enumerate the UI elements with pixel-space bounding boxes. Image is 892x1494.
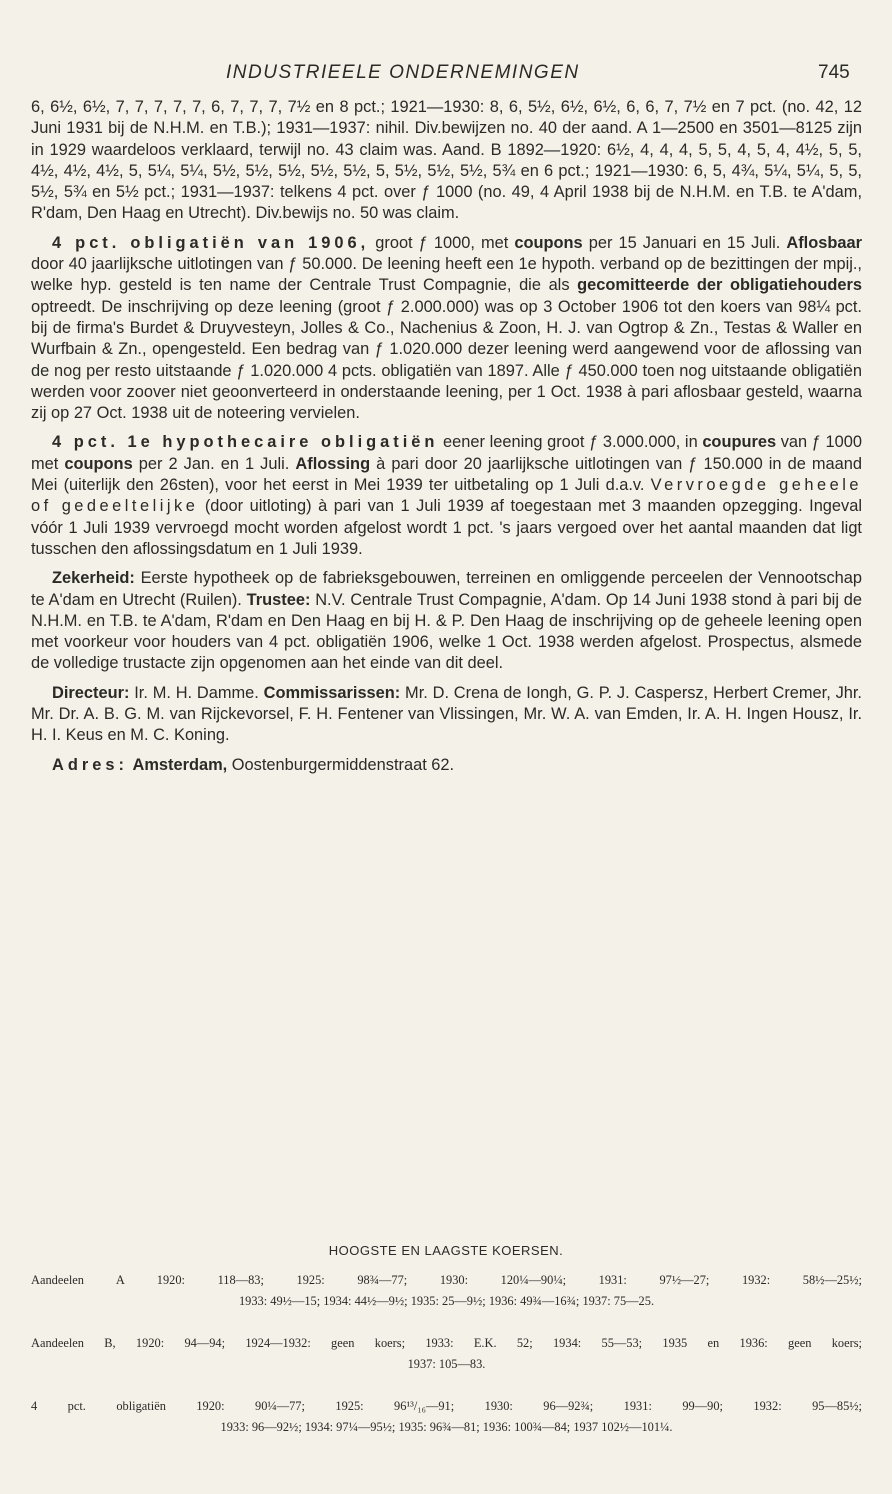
koersen-title: HOOGSTE EN LAAGSTE KOERSEN.	[328, 1243, 564, 1258]
running-title: INDUSTRIEELE ONDERNEMINGEN	[226, 62, 580, 83]
koersen-aandeelen-a: Aandeelen A 1920: 118—83; 1925: 98¾—77; 1930: 120¼—90¼; 1931: 97½—27; 1932: 58½—25½; 1933: 49½—15; 1934: 44½—9½; 1935: 25—9½; 1936: 49¾—16¾; 1937: 75—25.	[31, 1273, 862, 1308]
directie-paragraph: Directeur: Ir. M. H. Damme. Commissarissen: Mr. D. Crena de Iongh, G. P. J. Caspersz, Herbert Cremer, Jhr. Mr. Dr. A. B. G. M. van Rijckevorsel, F. H. Fentener van Vlissingen, Mr. W. A. van Emden, Ir. A. H. Ingen Housz, Ir. H. I. Keus en M. C. Koning.	[31, 683, 862, 745]
obligaties-1906-paragraph: 4 pct. obligatiën van 1906, groot ƒ 1000, met coupons per 15 Januari en 15 Juli. Aflosbaar door 40 jaarlijksche uitlotingen van ƒ 50.000. De leening heeft een 1e hypoth. verband op de bezittingen der mpij., welke hyp. gesteld is ten name der Centrale Trust Compagnie, die als gecomitteerde der obligatiehouders optreedt. De inschrijving op deze leening (groot ƒ 2.000.000) was op 3 October 1906 tot den koers van 98¼ pct. bij de firma's Burdet & Druyvesteyn, Jolles & Co., Nachenius & Zoon, H. J. van Ogtrop & Zn., Testas & Waller en Wurfbain & Zn., opengesteld. Een bedrag van ƒ 1.020.000 dezer leening werd aangewend voor de aflossing van de nog per resto uitstaande ƒ 1.020.000 4 pcts. obligatiën van 1897. Alle ƒ 450.000 toen nog uitstaande obligatiën werden voor zoover niet geoonverteerd in onderstaande leening, per 1 Oct. 1938 à pari aflosbaar gesteld, waarna zij op 27 Oct. 1938 uit de noteering vervielen.	[31, 233, 862, 423]
hypothecaire-obligaties-heading: 4 pct. 1e hypothecaire obligatiën	[52, 433, 439, 452]
hypothecaire-obligaties-paragraph: 4 pct. 1e hypothecaire obligatiën eener leening groot ƒ 3.000.000, in coupures van ƒ 1000 met coupons per 2 Jan. en 1 Juli. Aflossing à pari door 20 jaarlijksche uitlotingen van ƒ 150.000 in de maand Mei (uiterlijk den 26sten), voor het eerst in Mei 1939 ter uitbetaling op 1 Juli d.a.v. Vervroegde geheele of gedeeltelijke (door uitloting) à pari van 1 Juli 1939 af toegestaan met 3 maanden opzegging. Ingeval vóór 1 Juli 1939 vervroegd mocht worden afgelost wordt 1 pct. 's jaars vergoed over het aantal maanden dat ligt tusschen den aflossingsdatum en 1 Juli 1939.	[31, 433, 862, 558]
zekerheid-paragraph: Zekerheid: Eerste hypotheek op de fabrieksgebouwen, terreinen en omliggende perceelen der Vennootschap te A'dam en Utrecht (Ruilen). Trustee: N.V. Centrale Trust Compagnie, A'dam. Op 14 Juni 1938 stond à pari bij de N.H.M. en T.B. te A'dam, R'dam en Den Haag en bij H. & P. Den Haag de inschrijving op de geheele leening open met voorkeur voor houders van 4 pct. obligatiën 1906, welke 1 Oct. 1938 werden afgelost. Prospectus, alsmede de volledige trustacte zijn opgenomen aan het einde van dit deel.	[31, 569, 862, 673]
dividend-paragraph: 6, 6½, 6½, 7, 7, 7, 7, 7, 6, 7, 7, 7, 7½ en 8 pct.; 1921—1930: 8, 6, 5½, 6½, 6½, 6, 6, 7, 7½ en 7 pct. (no. 42, 12 Juni 1931 bij de N.H.M. en T.B.); 1931—1937: nihil. Div.bewijzen no. 40 der aand. A 1—2500 en 3501—8125 zijn in 1929 waardeloos verklaard, terwijl no. 43 claim was. Aand. B 1892—1920: 6½, 4, 4, 4, 5, 5, 4, 5, 4, 4½, 5, 5, 4½, 4½, 4½, 5, 5¼, 5¼, 5½, 5½, 5½, 5½, 5½, 5, 5½, 5½, 5½, 5¾ en 6 pct.; 1921—1930: 6, 5, 4¾, 5¼, 5¼, 5, 5, 5½, 5¾ en 5½ pct.; 1931—1937: telkens 4 pct. over ƒ 1000 (no. 49, 4 April 1938 bij de N.H.M. en T.B. te A'dam, R'dam, Den Haag en Utrecht). Div.bewijs no. 50 was claim.	[31, 98, 862, 223]
page-number: 745	[818, 62, 850, 83]
adres-paragraph: Adres: Amsterdam, Oostenburgermiddenstraat 62.	[52, 755, 455, 774]
koersen-obligaties: 4 pct. obligatiën 1920: 90¼—77; 1925: 96¹³/₁₆—91; 1930: 96—92¾; 1931: 99—90; 1932: 95—85½; 1933: 96—92½; 1934: 97¼—95½; 1935: 96¾—81; 1936: 100¾—84; 1937 102½—101¼.	[31, 1399, 862, 1434]
main-text	[31, 97, 862, 784]
obligaties-1906-heading: 4 pct. obligatiën van 1906,	[52, 233, 370, 252]
koersen-aandeelen-b: Aandeelen B, 1920: 94—94; 1924—1932: geen koers; 1933: E.K. 52; 1934: 55—53; 1935 en 1936: geen koers; 1937: 105—83.	[31, 1336, 862, 1371]
page-header	[0, 62, 892, 86]
